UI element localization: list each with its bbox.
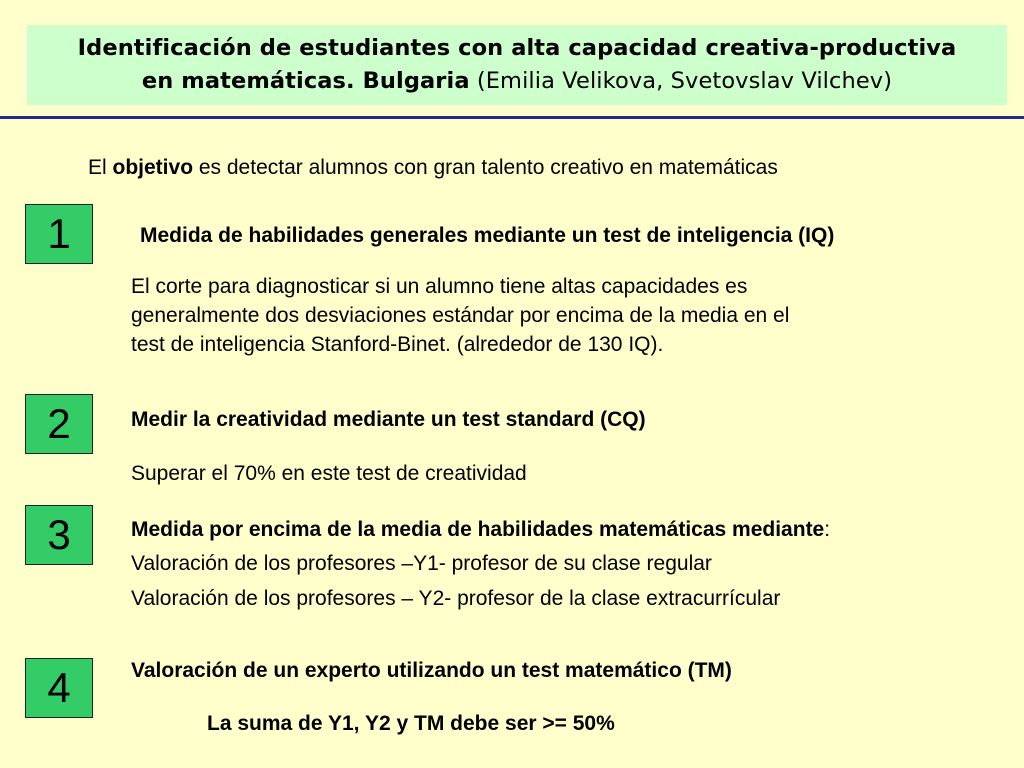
- step-4-heading: Valoración de un experto utilizando un test matemático (TM): [131, 659, 732, 682]
- objective-prefix: El: [88, 156, 113, 179]
- step-1-line-1: El corte para diagnosticar si un alumno tiene altas capacidades es: [131, 275, 748, 298]
- step-2-line-1: Superar el 70% en este test de creatividad: [131, 462, 527, 485]
- step-2-heading: Medir la creatividad mediante un test standard (CQ): [131, 408, 646, 431]
- step-1-line-3: test de inteligencia Stanford-Binet. (alrededor de 130 IQ).: [131, 333, 664, 356]
- step-3-line-1: Valoración de los profesores –Y1- profesor de su clase regular: [131, 552, 712, 575]
- step-4-conclusion: La suma de Y1, Y2 y TM debe ser >= 50%: [207, 712, 615, 735]
- step-3-heading-row: [131, 517, 830, 543]
- step-3-heading-colon: :: [824, 518, 831, 541]
- step-3-number-box: 3: [25, 505, 93, 565]
- title-divider: [0, 116, 1024, 119]
- step-3-line-2: Valoración de los profesores – Y2- profesor de la clase extracurrícular: [131, 587, 781, 610]
- title-banner: [27, 25, 1007, 105]
- objective-keyword: objetivo: [112, 156, 194, 179]
- title-authors: (Emilia Velikova, Svetovslav Vilchev): [469, 68, 893, 94]
- title-line-1-text: Identificación de estudiantes con alta capacidad creativa-productiva: [77, 35, 957, 61]
- objective-suffix: es detectar alumnos con gran talento creativo en matemáticas: [193, 156, 778, 179]
- objective-text: [88, 155, 778, 181]
- step-1-line-2: generalmente dos desviaciones estándar por encima de la media en el: [131, 304, 790, 327]
- step-1-number-box: 1: [25, 204, 93, 264]
- title-line-2-bold: en matemáticas. Bulgaria: [141, 68, 470, 94]
- title-line-2: [27, 65, 1007, 98]
- step-1-heading: Medida de habilidades generales mediante un test de inteligencia (IQ): [140, 224, 835, 247]
- title-line-1: [27, 32, 1007, 65]
- step-2-number-box: 2: [25, 394, 93, 454]
- step-1-description: [131, 272, 789, 359]
- step-4-number-box: 4: [25, 658, 93, 718]
- step-3-heading: Medida por encima de la media de habilidades matemáticas mediante: [131, 518, 825, 541]
